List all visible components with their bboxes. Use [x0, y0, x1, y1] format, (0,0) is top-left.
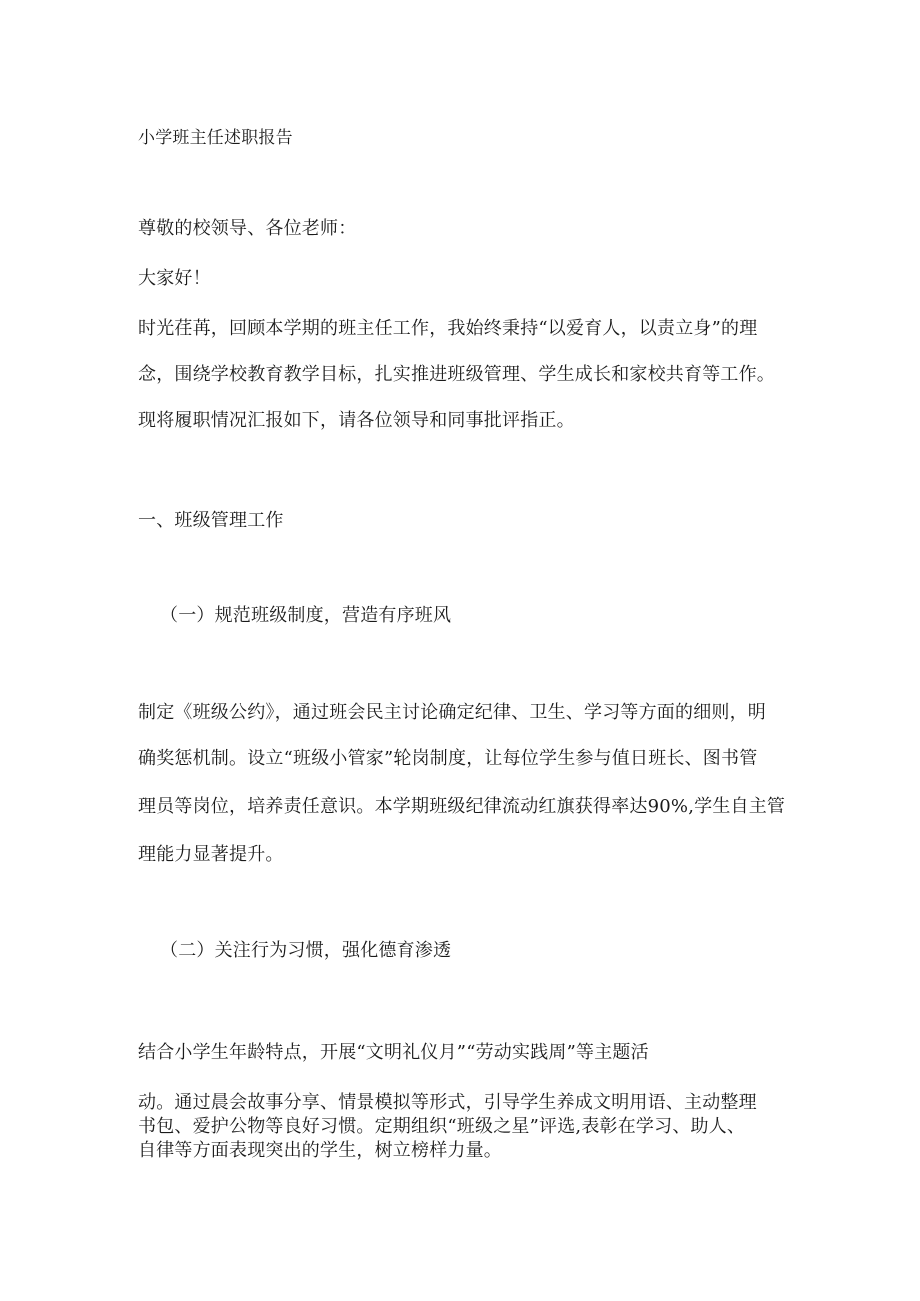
greeting: 大家好！: [138, 268, 211, 289]
paragraph-1-line-4: 理能力显著提升。: [138, 844, 284, 865]
paragraph-2-line-3: 书包、爱护公物等良好习惯。定期组织“班级之星”评选,表彰在学习、助人、: [138, 1116, 746, 1137]
intro-line-2: 念，围绕学校教育教学目标，扎实推进班级管理、学生成长和家校共育等工作。: [138, 364, 775, 385]
paragraph-1-line-3: 理员等岗位，培养责任意识。本学期班级纪律流动红旗获得率达90%,学生自主管: [138, 796, 786, 817]
intro-line-3: 现将履职情况汇报如下，请各位领导和同事批评指正。: [138, 410, 575, 431]
subsection-heading-1: （一）规范班级制度，营造有序班风: [160, 605, 452, 626]
paragraph-1-line-1: 制定《班级公约》，通过班会民主讨论确定纪律、卫生、学习等方面的细则，明: [138, 702, 766, 723]
document-title: 小学班主任述职报告: [138, 128, 293, 148]
paragraph-2-line-4: 自律等方面表现突出的学生，树立榜样力量。: [138, 1140, 502, 1161]
paragraph-1-line-2: 确奖惩机制。设立“班级小管家”轮岗制度，让每位学生参与值日班长、图书管: [138, 748, 758, 769]
section-heading-1: 一、班级管理工作: [138, 510, 284, 531]
salutation: 尊敬的校领导、各位老师：: [138, 218, 357, 239]
paragraph-2-line-2: 动。通过晨会故事分享、情景模拟等形式，引导学生养成文明用语、主动整理: [138, 1092, 757, 1113]
subsection-heading-2: （二）关注行为习惯，强化德育渗透: [160, 940, 452, 961]
paragraph-2-line-1: 结合小学生年龄特点，开展“文明礼仪月”“劳动实践周”等主题活: [138, 1042, 649, 1063]
intro-line-1: 时光荏苒，回顾本学期的班主任工作，我始终秉持“以爱育人，以责立身”的理: [138, 318, 758, 339]
